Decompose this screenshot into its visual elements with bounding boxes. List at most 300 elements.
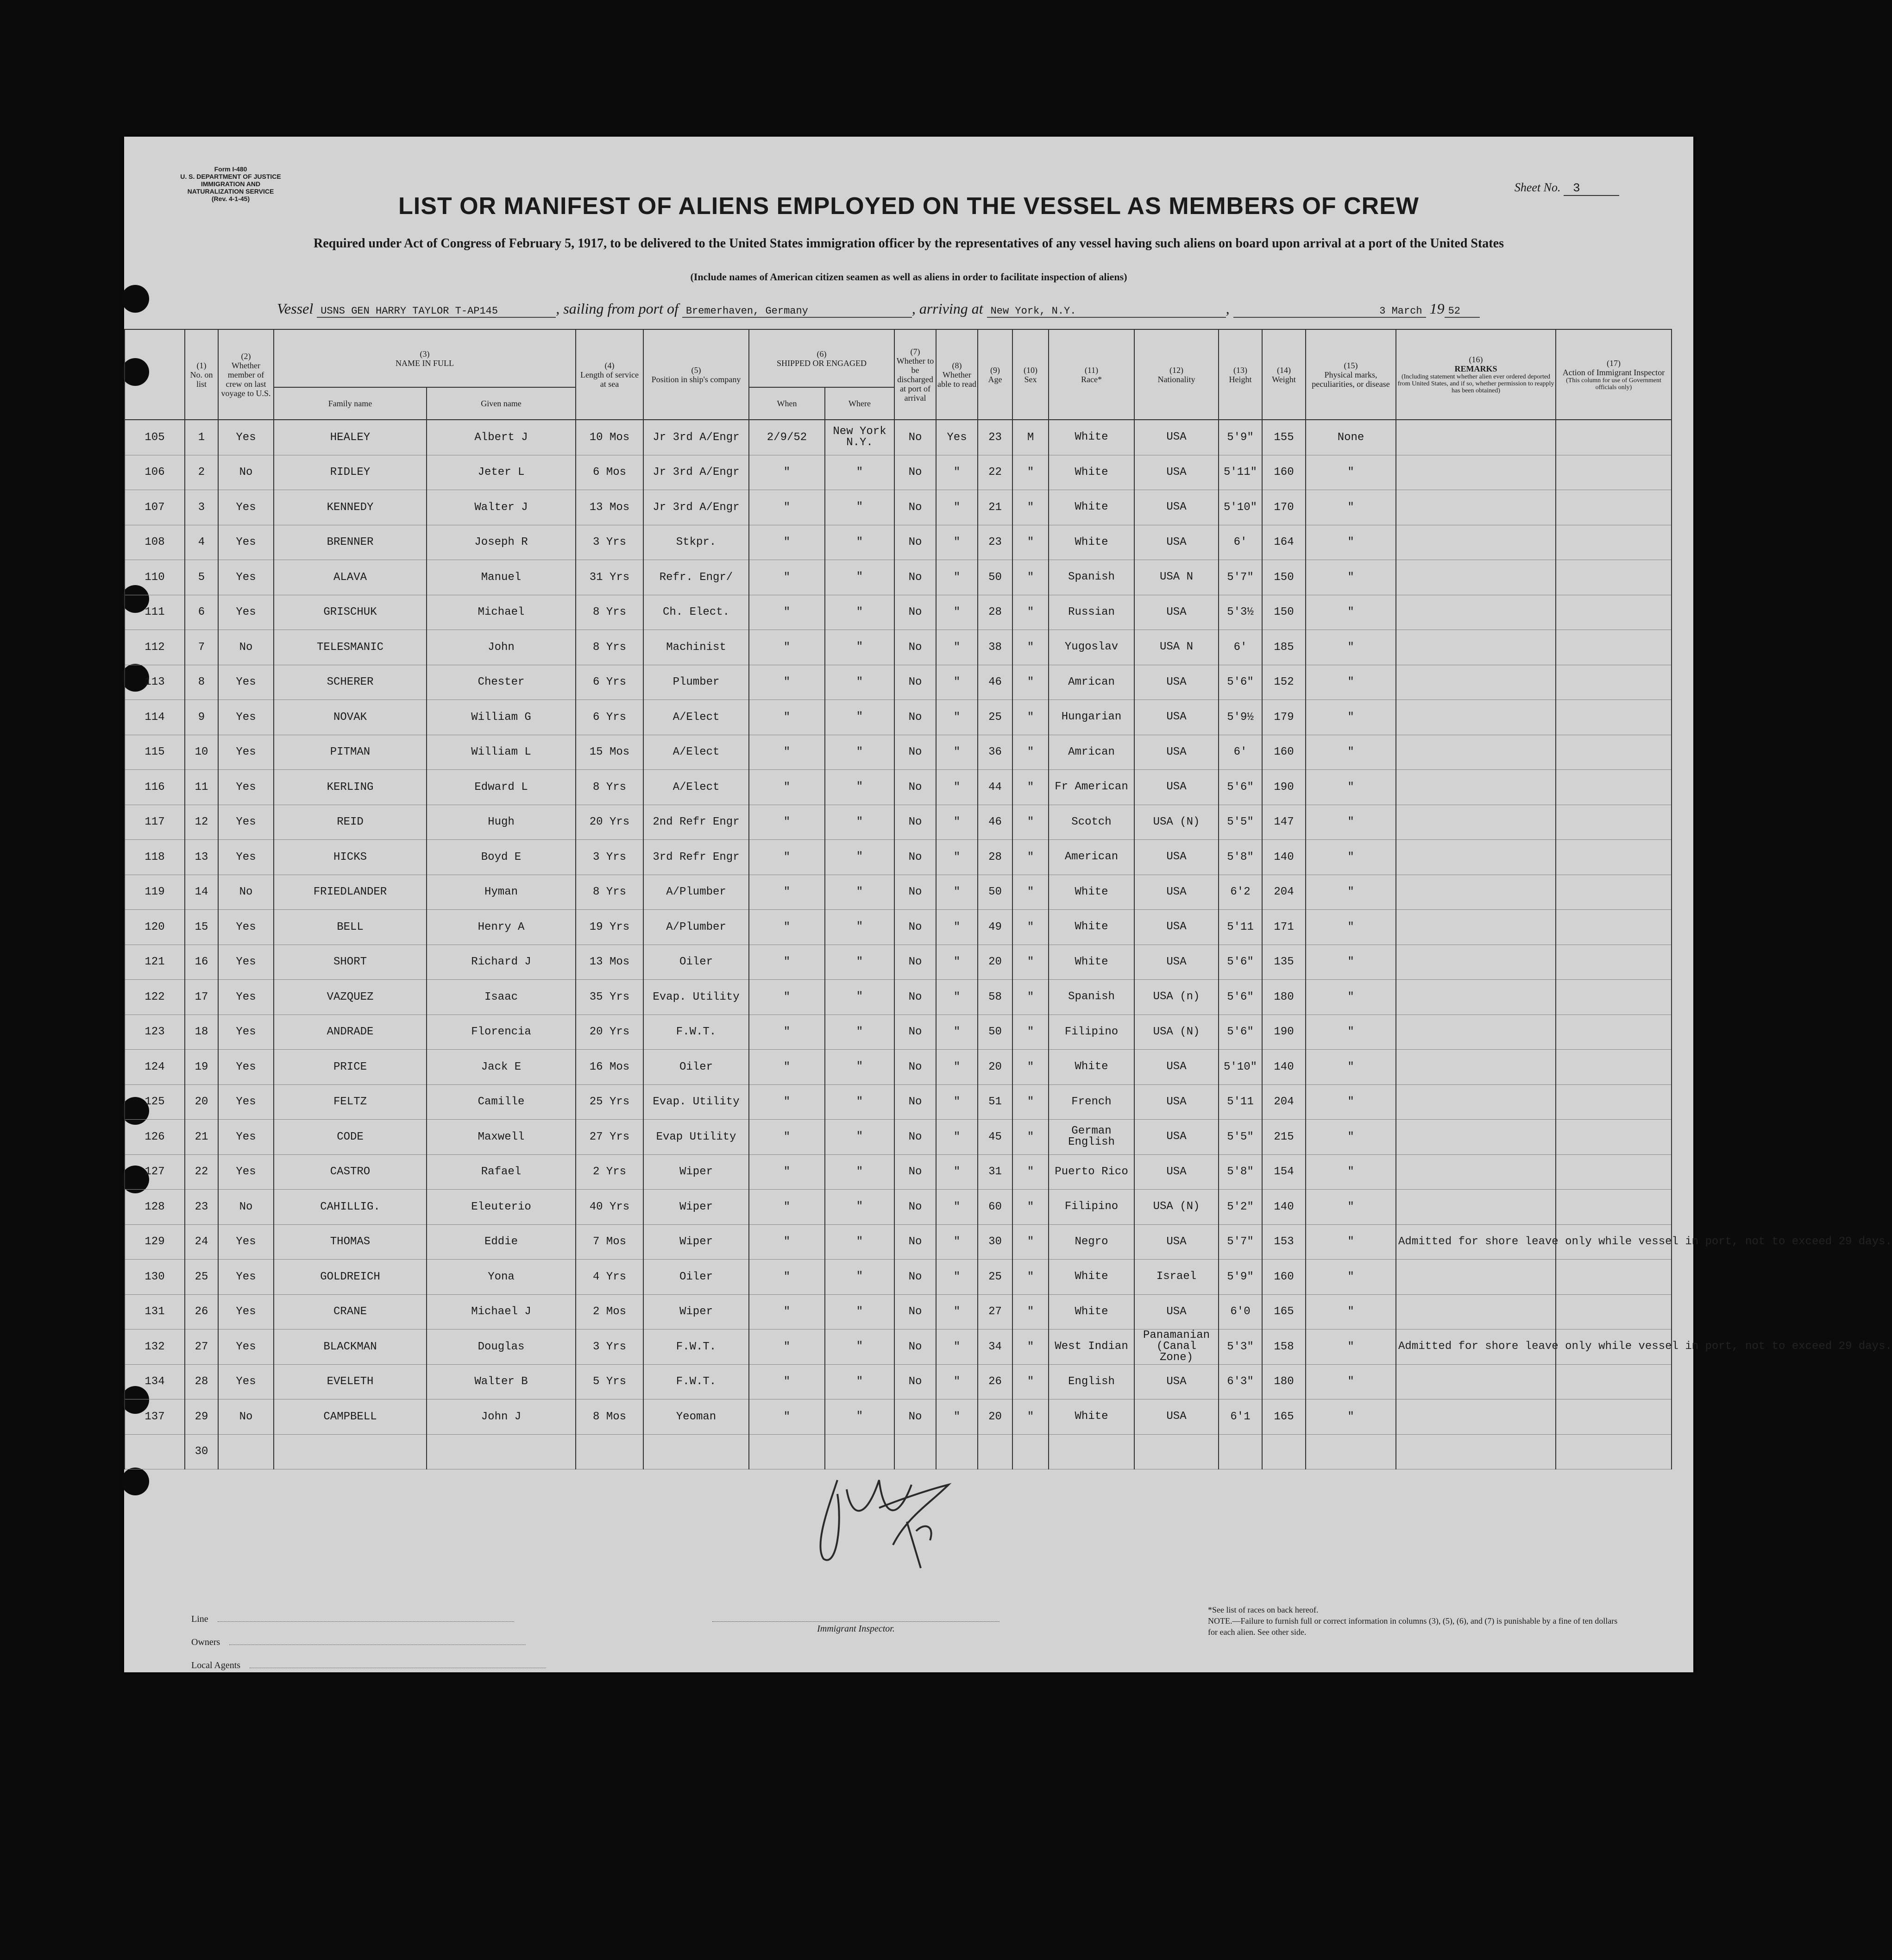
cell-last-voyage: Yes (218, 525, 274, 560)
col-header-where: Where (825, 387, 894, 420)
cell-remarks: Admitted for shore leave only while vessel in port, not to exceed 29 days. (1396, 1330, 1556, 1365)
cell-shipped-when: " (749, 1120, 825, 1155)
cell-sex: " (1012, 1154, 1049, 1190)
cell-inspector-action (1556, 875, 1672, 910)
cell-able-to-read: " (936, 700, 978, 735)
cell-family-name: RIDLEY (274, 455, 427, 490)
cell-nationality: USA (1134, 490, 1219, 525)
cell-nationality: USA N (1134, 630, 1219, 665)
cell-remarks (1396, 1050, 1556, 1085)
cell-inspector-action (1556, 770, 1672, 805)
cell-weight: 180 (1262, 980, 1306, 1015)
voyage-line: Vessel USNS GEN HARRY TAYLOR T-AP145 , sailing from port of Bremerhaven, Germany , arriving at New York, N.Y. , 3 March 19 52 (277, 300, 1480, 318)
cell-page-number: 121 (125, 945, 185, 980)
agents-field: Local Agents (191, 1654, 546, 1677)
cell-list-number: 25 (185, 1260, 218, 1295)
cell-discharge: No (894, 1154, 936, 1190)
cell-age: 23 (978, 525, 1012, 560)
cell-height: 5'9" (1219, 1260, 1262, 1295)
cell-physical-marks: " (1306, 1050, 1396, 1085)
table-row (125, 1015, 1672, 1050)
cell-able-to-read: " (936, 1050, 978, 1085)
cell-discharge: No (894, 455, 936, 490)
cell-race: Fr American (1049, 770, 1134, 805)
cell-weight: 160 (1262, 1260, 1306, 1295)
cell-last-voyage: Yes (218, 1294, 274, 1330)
col-header-1: (1) No. on list (185, 329, 218, 420)
table-row (125, 525, 1672, 560)
cell-race: Yugoslav (1049, 630, 1134, 665)
cell-race: White (1049, 455, 1134, 490)
cell-sex: " (1012, 490, 1049, 525)
cell-physical-marks: " (1306, 980, 1396, 1015)
cell-weight: 164 (1262, 525, 1306, 560)
cell-discharge: No (894, 1224, 936, 1260)
cell-inspector-action (1556, 1154, 1672, 1190)
page-subnote: (Include names of American citizen seamen as well as aliens in order to facilitate inspection of aliens) (690, 271, 1127, 283)
cell-height: 5'10" (1219, 490, 1262, 525)
cell-remarks (1396, 455, 1556, 490)
cell-position: Oiler (643, 945, 749, 980)
cell-page-number: 114 (125, 700, 185, 735)
cell-race: West Indian (1049, 1330, 1134, 1365)
cell-race: Filipino (1049, 1015, 1134, 1050)
cell-remarks (1396, 910, 1556, 945)
cell-last-voyage: Yes (218, 490, 274, 525)
cell-last-voyage: Yes (218, 945, 274, 980)
cell-given-name: Jeter L (427, 455, 576, 490)
cell-age: 46 (978, 665, 1012, 700)
cell-shipped-where: " (825, 1120, 894, 1155)
cell-shipped-when: " (749, 1050, 825, 1085)
table-row (125, 1260, 1672, 1295)
cell-service-length: 8 Yrs (576, 630, 643, 665)
cell-physical-marks: " (1306, 665, 1396, 700)
table-row (125, 455, 1672, 490)
cell-race: Filipino (1049, 1190, 1134, 1225)
cell-height: 5'8" (1219, 1154, 1262, 1190)
cell-race: Russian (1049, 595, 1134, 630)
cell-height: 5'11" (1219, 455, 1262, 490)
cell-weight: 165 (1262, 1399, 1306, 1435)
cell-list-number: 27 (185, 1330, 218, 1365)
cell-given-name: Maxwell (427, 1120, 576, 1155)
cell-inspector-action (1556, 630, 1672, 665)
cell-height: 6'1 (1219, 1399, 1262, 1435)
cell-family-name: PRICE (274, 1050, 427, 1085)
cell-physical-marks: " (1306, 700, 1396, 735)
cell-physical-marks: " (1306, 735, 1396, 770)
cell-page-number: 127 (125, 1154, 185, 1190)
col-header-when: When (749, 387, 825, 420)
cell-page-number: 130 (125, 1260, 185, 1295)
cell-race: French (1049, 1084, 1134, 1120)
cell-discharge: No (894, 1399, 936, 1435)
cell-discharge: No (894, 595, 936, 630)
cell-physical-marks: " (1306, 770, 1396, 805)
cell-last-voyage: Yes (218, 805, 274, 840)
cell-able-to-read: " (936, 665, 978, 700)
cell-able-to-read: " (936, 1015, 978, 1050)
cell-physical-marks: " (1306, 1015, 1396, 1050)
cell-page-number: 137 (125, 1399, 185, 1435)
cell-service-length: 35 Yrs (576, 980, 643, 1015)
page-subtitle: Required under Act of Congress of February 5, 1917, to be delivered to the United States immigration officer by the representatives of any vessel having such aliens on board upon arrival at a port of the United States (314, 236, 1504, 251)
cell-sex: " (1012, 1015, 1049, 1050)
cell-family-name: ALAVA (274, 560, 427, 595)
cell-physical-marks: " (1306, 875, 1396, 910)
col-header-8: (8) Whether able to read (936, 329, 978, 420)
cell-last-voyage: Yes (218, 1050, 274, 1085)
cell-age: 45 (978, 1120, 1012, 1155)
cell-family-name: BLACKMAN (274, 1330, 427, 1365)
cell-inspector-action (1556, 1120, 1672, 1155)
cell-height: 5'3" (1219, 1330, 1262, 1365)
cell-weight: 215 (1262, 1120, 1306, 1155)
table-row (125, 1050, 1672, 1085)
cell-nationality: USA (1134, 770, 1219, 805)
cell-family-name: CASTRO (274, 1154, 427, 1190)
cell-able-to-read: " (936, 1330, 978, 1365)
cell-given-name (427, 1434, 576, 1469)
cell-able-to-read: Yes (936, 420, 978, 455)
cell-family-name: GRISCHUK (274, 595, 427, 630)
cell-sex: " (1012, 875, 1049, 910)
cell-given-name: Hyman (427, 875, 576, 910)
table-row (125, 700, 1672, 735)
cell-position (643, 1434, 749, 1469)
cell-shipped-when: " (749, 1190, 825, 1225)
cell-height: 5'9" (1219, 420, 1262, 455)
cell-list-number: 12 (185, 805, 218, 840)
cell-shipped-when: " (749, 875, 825, 910)
cell-physical-marks: " (1306, 1190, 1396, 1225)
cell-race: Spanish (1049, 560, 1134, 595)
cell-remarks (1396, 1399, 1556, 1435)
cell-nationality: USA (n) (1134, 980, 1219, 1015)
cell-shipped-when: " (749, 1364, 825, 1399)
cell-weight: 160 (1262, 735, 1306, 770)
cell-age: 50 (978, 1015, 1012, 1050)
cell-height: 6'3" (1219, 1364, 1262, 1399)
cell-position: Evap. Utility (643, 1084, 749, 1120)
cell-last-voyage: No (218, 1190, 274, 1225)
cell-nationality: USA (1134, 910, 1219, 945)
cell-shipped-where: " (825, 980, 894, 1015)
cell-able-to-read: " (936, 1294, 978, 1330)
cell-sex: " (1012, 1399, 1049, 1435)
cell-discharge: No (894, 1364, 936, 1399)
cell-sex: " (1012, 945, 1049, 980)
cell-able-to-read: " (936, 1120, 978, 1155)
cell-physical-marks (1306, 1434, 1396, 1469)
cell-position: A/Elect (643, 700, 749, 735)
cell-given-name: Chester (427, 665, 576, 700)
cell-sex: " (1012, 700, 1049, 735)
cell-able-to-read: " (936, 630, 978, 665)
penalty-note: NOTE.—Failure to furnish full or correct information in columns (3), (5), (6), and (7) is punishable by a fine of ten dollars for each alien. See other side. (1208, 1616, 1618, 1637)
cell-position: F.W.T. (643, 1015, 749, 1050)
cell-age: 25 (978, 1260, 1012, 1295)
cell-service-length: 19 Yrs (576, 910, 643, 945)
cell-physical-marks: " (1306, 490, 1396, 525)
cell-service-length: 6 Yrs (576, 665, 643, 700)
cell-able-to-read: " (936, 560, 978, 595)
revision: (Rev. 4-1-45) (211, 195, 250, 202)
cell-race: English (1049, 1364, 1134, 1399)
cell-remarks (1396, 1294, 1556, 1330)
col-header-4: (4) Length of service at sea (576, 329, 643, 420)
cell-family-name: PITMAN (274, 735, 427, 770)
cell-shipped-where: " (825, 1294, 894, 1330)
footer-notes (1208, 1604, 1625, 1638)
table-row (125, 770, 1672, 805)
cell-last-voyage: Yes (218, 560, 274, 595)
cell-shipped-where: New York N.Y. (825, 420, 894, 455)
sailing-label: sailing from port of (563, 300, 679, 317)
cell-remarks: Admitted for shore leave only while vessel in port, not to exceed 29 days. (1396, 1224, 1556, 1260)
page-title: LIST OR MANIFEST OF ALIENS EMPLOYED ON THE VESSEL AS MEMBERS OF CREW (398, 193, 1419, 220)
cell-service-length: 25 Yrs (576, 1084, 643, 1120)
cell-age: 51 (978, 1084, 1012, 1120)
cell-sex: " (1012, 630, 1049, 665)
cell-page-number: 134 (125, 1364, 185, 1399)
cell-sex: " (1012, 1224, 1049, 1260)
owners-field: Owners (191, 1631, 546, 1654)
cell-race: White (1049, 490, 1134, 525)
cell-last-voyage (218, 1434, 274, 1469)
cell-age: 34 (978, 1330, 1012, 1365)
col-header-12: (12) Nationality (1134, 329, 1219, 420)
cell-age (978, 1434, 1012, 1469)
col-header-11: (11) Race* (1049, 329, 1134, 420)
col-header-16: (16) REMARKS (Including statement whether alien ever ordered deported from United States, and if so, whether permission to reapply has been obtained) (1396, 329, 1556, 420)
cell-discharge: No (894, 1050, 936, 1085)
cell-list-number: 26 (185, 1294, 218, 1330)
cell-last-voyage: Yes (218, 420, 274, 455)
cell-physical-marks: " (1306, 1120, 1396, 1155)
cell-service-length: 13 Mos (576, 490, 643, 525)
cell-height: 5'7" (1219, 1224, 1262, 1260)
cell-remarks (1396, 875, 1556, 910)
cell-height: 5'7" (1219, 560, 1262, 595)
cell-family-name: BRENNER (274, 525, 427, 560)
cell-weight: 152 (1262, 665, 1306, 700)
cell-age: 20 (978, 945, 1012, 980)
cell-physical-marks: " (1306, 1260, 1396, 1295)
cell-able-to-read: " (936, 770, 978, 805)
cell-remarks (1396, 1190, 1556, 1225)
cell-able-to-read: " (936, 1224, 978, 1260)
cell-page-number: 128 (125, 1190, 185, 1225)
cell-list-number: 16 (185, 945, 218, 980)
cell-given-name: Richard J (427, 945, 576, 980)
cell-service-length (576, 1434, 643, 1469)
cell-given-name: Boyd E (427, 840, 576, 875)
cell-list-number: 7 (185, 630, 218, 665)
cell-able-to-read: " (936, 1399, 978, 1435)
cell-shipped-when: " (749, 840, 825, 875)
cell-page-number: 120 (125, 910, 185, 945)
cell-given-name: Florencia (427, 1015, 576, 1050)
cell-service-length: 8 Yrs (576, 770, 643, 805)
cell-age: 46 (978, 805, 1012, 840)
cell-nationality (1134, 1434, 1219, 1469)
cell-weight: 165 (1262, 1294, 1306, 1330)
cell-remarks (1396, 630, 1556, 665)
cell-last-voyage: Yes (218, 1224, 274, 1260)
cell-shipped-when: " (749, 665, 825, 700)
cell-page-number: 119 (125, 875, 185, 910)
cell-height: 5'11 (1219, 910, 1262, 945)
cell-list-number: 17 (185, 980, 218, 1015)
cell-family-name: CAHILLIG. (274, 1190, 427, 1225)
cell-page-number: 132 (125, 1330, 185, 1365)
cell-able-to-read: " (936, 805, 978, 840)
cell-age: 21 (978, 490, 1012, 525)
cell-nationality: Israel (1134, 1260, 1219, 1295)
cell-physical-marks: None (1306, 420, 1396, 455)
cell-height: 5'11 (1219, 1084, 1262, 1120)
cell-family-name: SCHERER (274, 665, 427, 700)
cell-shipped-where: " (825, 700, 894, 735)
cell-remarks (1396, 770, 1556, 805)
cell-weight: 135 (1262, 945, 1306, 980)
cell-position: Oiler (643, 1050, 749, 1085)
cell-list-number: 20 (185, 1084, 218, 1120)
cell-position: Jr 3rd A/Engr (643, 455, 749, 490)
cell-physical-marks: " (1306, 840, 1396, 875)
line-field: Line (191, 1607, 546, 1631)
cell-last-voyage: Yes (218, 1330, 274, 1365)
cell-able-to-read: " (936, 1190, 978, 1225)
cell-sex: " (1012, 1294, 1049, 1330)
table-row (125, 630, 1672, 665)
cell-family-name: HICKS (274, 840, 427, 875)
cell-nationality: USA (1134, 595, 1219, 630)
cell-inspector-action (1556, 805, 1672, 840)
cell-shipped-when: " (749, 455, 825, 490)
cell-family-name: CAMPBELL (274, 1399, 427, 1435)
cell-nationality: USA (1134, 700, 1219, 735)
cell-shipped-where: " (825, 1330, 894, 1365)
cell-height: 6'2 (1219, 875, 1262, 910)
cell-discharge: No (894, 805, 936, 840)
cell-last-voyage: No (218, 630, 274, 665)
table-row (125, 910, 1672, 945)
port-to: New York, N.Y. (987, 305, 1226, 318)
cell-sex: M (1012, 420, 1049, 455)
table-row (125, 560, 1672, 595)
cell-position: Evap. Utility (643, 980, 749, 1015)
cell-weight: 179 (1262, 700, 1306, 735)
table-row (125, 980, 1672, 1015)
cell-sex: " (1012, 980, 1049, 1015)
cell-able-to-read: " (936, 910, 978, 945)
cell-physical-marks: " (1306, 560, 1396, 595)
cell-age: 38 (978, 630, 1012, 665)
cell-given-name: Michael (427, 595, 576, 630)
cell-given-name: Jack E (427, 1050, 576, 1085)
cell-shipped-when: " (749, 1260, 825, 1295)
cell-position: Plumber (643, 665, 749, 700)
cell-shipped-where: " (825, 735, 894, 770)
cell-race: Spanish (1049, 980, 1134, 1015)
cell-remarks (1396, 805, 1556, 840)
cell-page-number: 122 (125, 980, 185, 1015)
cell-able-to-read: " (936, 980, 978, 1015)
cell-sex (1012, 1434, 1049, 1469)
cell-remarks (1396, 1015, 1556, 1050)
inspector-label: Immigrant Inspector. (712, 1621, 999, 1634)
cell-last-voyage: Yes (218, 910, 274, 945)
cell-remarks (1396, 560, 1556, 595)
cell-shipped-when: " (749, 1330, 825, 1365)
cell-list-number: 18 (185, 1015, 218, 1050)
cell-physical-marks: " (1306, 630, 1396, 665)
department: U. S. DEPARTMENT OF JUSTICE (180, 173, 281, 180)
cell-discharge: No (894, 420, 936, 455)
cell-nationality: USA (1134, 1120, 1219, 1155)
cell-weight: 170 (1262, 490, 1306, 525)
cell-remarks (1396, 490, 1556, 525)
arrival-date: 3 March (1233, 305, 1426, 318)
cell-service-length: 3 Yrs (576, 1330, 643, 1365)
table-row (125, 805, 1672, 840)
form-number: Form I-480 (214, 165, 247, 173)
cell-inspector-action (1556, 525, 1672, 560)
table-row (125, 1364, 1672, 1399)
cell-weight: 150 (1262, 560, 1306, 595)
cell-race: Amrican (1049, 735, 1134, 770)
cell-family-name: SHORT (274, 945, 427, 980)
cell-discharge: No (894, 1330, 936, 1365)
cell-family-name: TELESMANIC (274, 630, 427, 665)
cell-weight: 204 (1262, 1084, 1306, 1120)
cell-remarks (1396, 525, 1556, 560)
cell-service-length: 10 Mos (576, 420, 643, 455)
cell-discharge: No (894, 1015, 936, 1050)
cell-weight: 160 (1262, 455, 1306, 490)
cell-race: White (1049, 420, 1134, 455)
cell-race: Puerto Rico (1049, 1154, 1134, 1190)
punch-hole (121, 1468, 149, 1495)
cell-list-number: 10 (185, 735, 218, 770)
table-row (125, 1120, 1672, 1155)
cell-shipped-when: 2/9/52 (749, 420, 825, 455)
col-header-family-name: Family name (274, 387, 427, 420)
cell-race: Negro (1049, 1224, 1134, 1260)
cell-discharge: No (894, 1260, 936, 1295)
cell-last-voyage: Yes (218, 595, 274, 630)
port-from: Bremerhaven, Germany (682, 305, 912, 318)
cell-weight: 140 (1262, 1050, 1306, 1085)
cell-race: White (1049, 1050, 1134, 1085)
cell-discharge: No (894, 735, 936, 770)
cell-service-length: 5 Yrs (576, 1364, 643, 1399)
cell-shipped-when: " (749, 805, 825, 840)
cell-race (1049, 1434, 1134, 1469)
cell-shipped-when: " (749, 1399, 825, 1435)
cell-age: 60 (978, 1190, 1012, 1225)
cell-weight: 155 (1262, 420, 1306, 455)
cell-given-name: Michael J (427, 1294, 576, 1330)
cell-sex: " (1012, 525, 1049, 560)
cell-service-length: 8 Yrs (576, 875, 643, 910)
cell-given-name: William L (427, 735, 576, 770)
cell-list-number: 3 (185, 490, 218, 525)
col-header-15: (15) Physical marks, peculiarities, or disease (1306, 329, 1396, 420)
